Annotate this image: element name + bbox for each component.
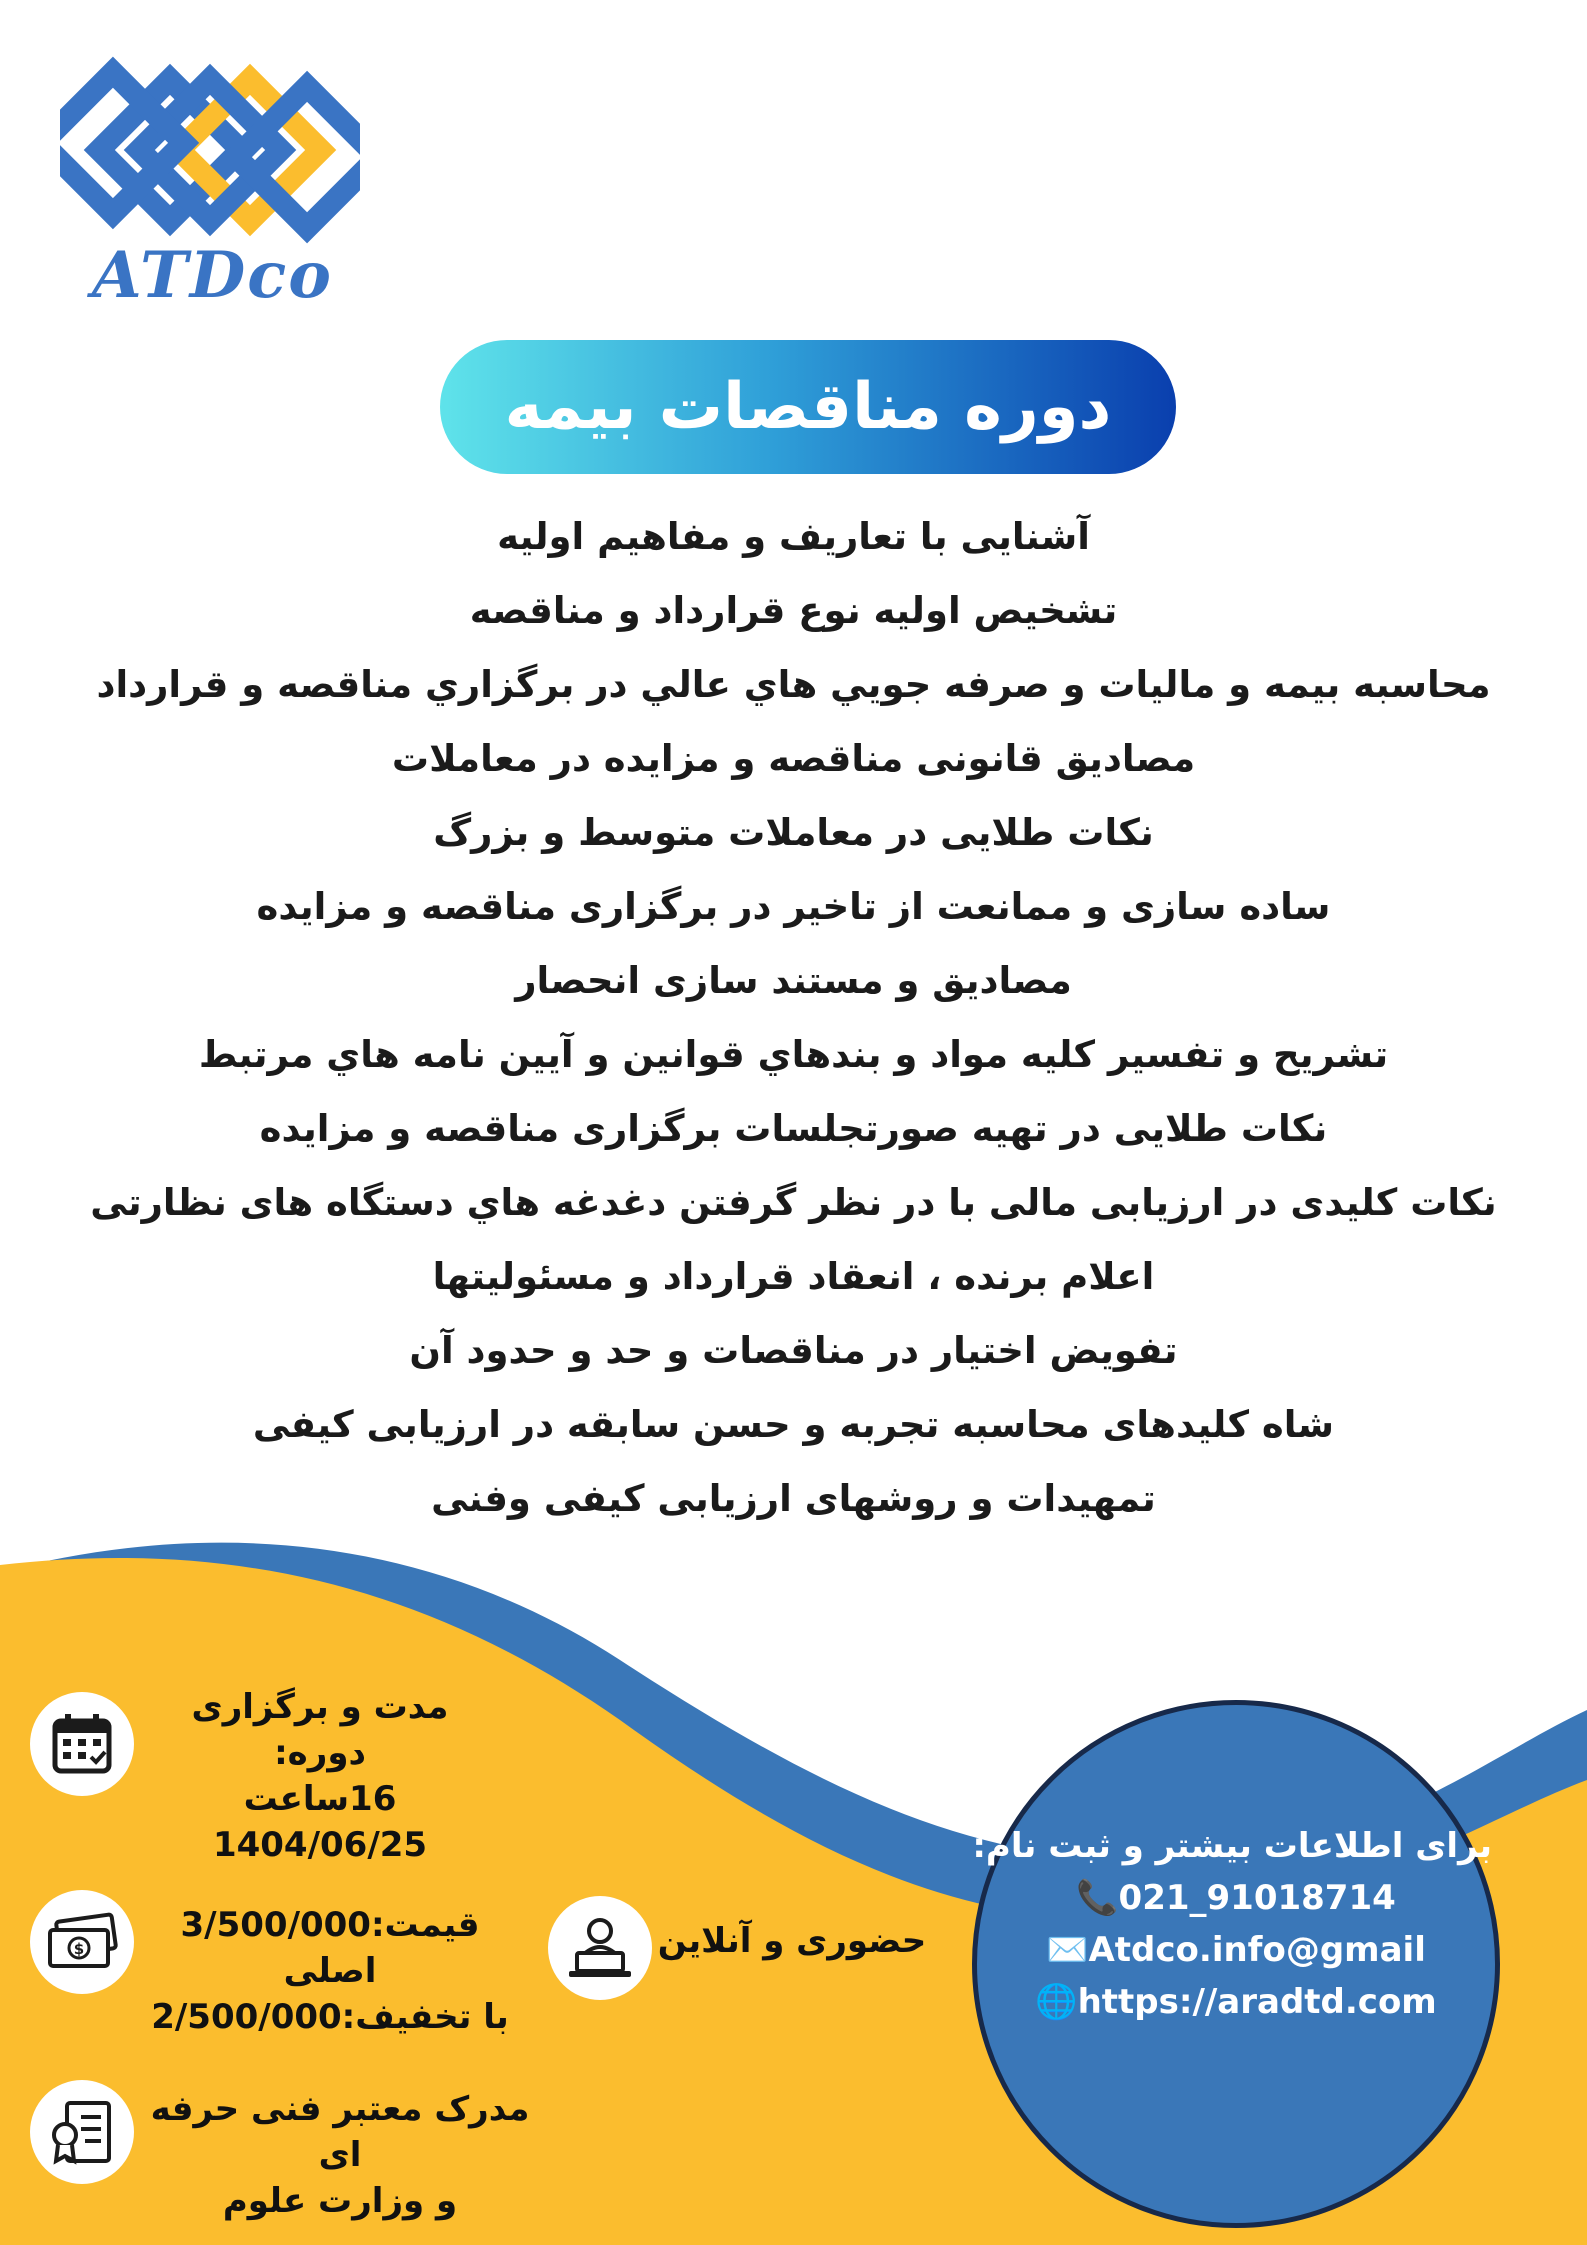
topic-item: مصادیق قانونی مناقصه و مزایده در معاملات <box>391 737 1196 780</box>
price-original: قیمت:3/500/000 <box>180 1905 480 1945</box>
schedule-date: 1404/06/25 <box>212 1825 428 1865</box>
topic-item: مصادیق و مستند سازی انحصار <box>515 959 1072 1002</box>
globe-icon: 🌐 <box>1035 1982 1078 2022</box>
topic-list <box>80 500 1507 1536</box>
price-original-suffix: اصلی <box>283 1951 377 1991</box>
topic-item: اعلام برنده ، انعقاد قرارداد و مسئولیتها <box>432 1255 1155 1298</box>
contact-info <box>972 1820 1492 2028</box>
calendar-icon <box>30 1692 134 1796</box>
contact-website[interactable]: https://aradtd.com <box>1077 1982 1437 2022</box>
phone-icon: 📞 <box>1076 1878 1119 1918</box>
topic-item: نکات کلیدی در ارزیابی مالی با در نظر گرفتن دغدغه هاي دستگاه های نظارتی <box>90 1181 1497 1224</box>
topic-item: تفویض اختیار در مناقصات و حد و حدود آن <box>409 1329 1178 1372</box>
topic-item: محاسبه بیمه و مالیات و صرفه جویي هاي عالي در برگزاري مناقصه و قرارداد <box>96 663 1491 706</box>
contact-phone[interactable]: 021_91018714 <box>1118 1878 1396 1918</box>
certificate-info <box>140 2086 540 2224</box>
certificate-line2: و وزارت علوم <box>222 2181 458 2221</box>
title-banner <box>440 340 1176 474</box>
price-info <box>140 1902 520 2040</box>
contact-email[interactable]: Atdco.info@gmail <box>1088 1930 1426 1970</box>
topic-item: نکات طلایی در تهیه صورتجلسات برگزاری مناقصه و مزایده <box>259 1107 1328 1150</box>
topic-item: ساده سازی و ممانعت از تاخیر در برگزاری مناقصه و مزایده <box>256 885 1331 928</box>
page-title: دوره مناقصات بیمه <box>504 370 1112 444</box>
mode-label: حضوری و آنلاین <box>657 1921 927 1961</box>
email-icon: ✉️ <box>1046 1930 1089 1970</box>
certificate-icon <box>30 2080 134 2184</box>
topic-item: شاه کلیدهای محاسبه تجربه و حسن سابقه در ارزیابی کیفی <box>252 1403 1335 1446</box>
brand-name: ATDco <box>92 238 333 313</box>
topic-item: تشریح و تفسیر کلیه مواد و بندهاي قوانین و آیین نامه هاي مرتبط <box>198 1033 1389 1076</box>
schedule-label: مدت و برگزاری دوره: <box>191 1687 449 1773</box>
schedule-duration: 16ساعت <box>243 1779 397 1819</box>
certificate-line1: مدرک معتبر فنی حرفه ای <box>150 2089 530 2175</box>
topic-item: آشنایی با تعاریف و مفاهیم اولیه <box>497 515 1090 558</box>
schedule-info <box>140 1684 500 1868</box>
price-discount: با تخفیف:2/500/000 <box>151 1997 509 2037</box>
topic-item: نکات طلایی در معاملات متوسط و بزرگ <box>433 811 1154 854</box>
topic-item: تشخیص اولیه نوع قرارداد و مناقصه <box>469 589 1118 632</box>
contact-web-row[interactable] <box>980 1976 1492 2028</box>
contact-phone-row[interactable] <box>980 1872 1492 1924</box>
contact-email-row[interactable] <box>980 1924 1492 1976</box>
svg-text:$: $ <box>73 1940 85 1958</box>
laptop-user-icon <box>548 1896 652 2000</box>
topic-item: تمهیدات و روشهای ارزیابی کیفی وفنی <box>431 1477 1156 1520</box>
contact-heading: برای اطلاعات بیشتر و ثبت نام: <box>972 1826 1492 1866</box>
money-bill-icon <box>30 1890 134 1994</box>
